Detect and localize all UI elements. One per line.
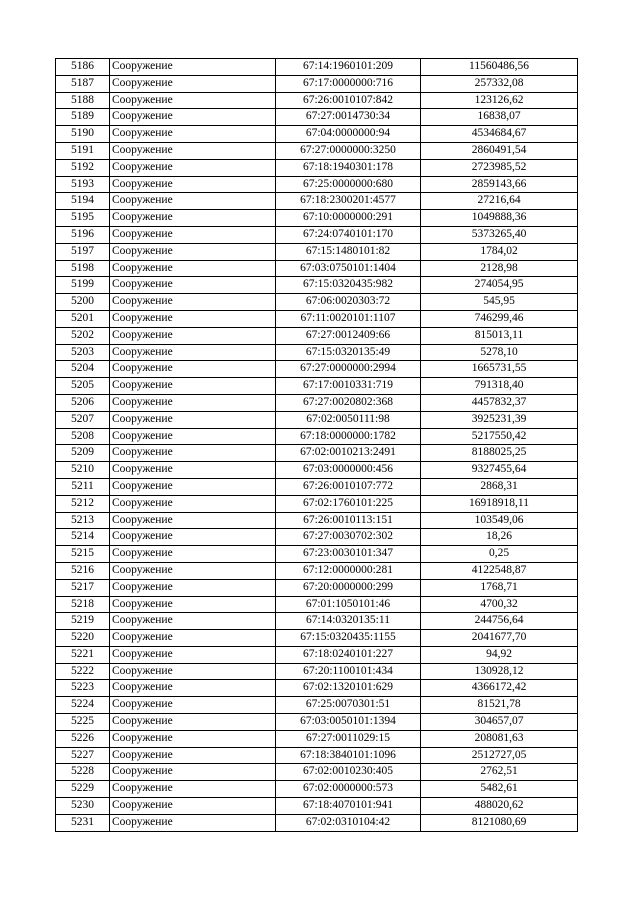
table-row bbox=[56, 226, 578, 243]
object-type-cell: Сооружение bbox=[110, 361, 276, 378]
cadastral-value-cell: 5373265,40 bbox=[421, 226, 578, 243]
object-type-cell: Сооружение bbox=[110, 378, 276, 395]
cadastral-value-cell: 18,26 bbox=[421, 529, 578, 546]
cadastral-value-cell: 244756,64 bbox=[421, 613, 578, 630]
object-type-cell: Сооружение bbox=[110, 142, 276, 159]
table-row bbox=[56, 562, 578, 579]
object-type-cell: Сооружение bbox=[110, 92, 276, 109]
row-number-cell: 5219 bbox=[56, 613, 110, 630]
row-number-cell: 5228 bbox=[56, 764, 110, 781]
table-row bbox=[56, 680, 578, 697]
row-number-cell: 5193 bbox=[56, 176, 110, 193]
cadastral-value-cell: 488020,62 bbox=[421, 798, 578, 815]
object-type-cell: Сооружение bbox=[110, 344, 276, 361]
row-number-cell: 5197 bbox=[56, 243, 110, 260]
cadastral-value-cell: 1768,71 bbox=[421, 579, 578, 596]
cadastral-number-cell: 67:01:1050101:46 bbox=[276, 596, 421, 613]
object-type-cell: Сооружение bbox=[110, 529, 276, 546]
cadastral-number-cell: 67:27:0000000:3250 bbox=[276, 142, 421, 159]
object-type-cell: Сооружение bbox=[110, 462, 276, 479]
object-type-cell: Сооружение bbox=[110, 327, 276, 344]
table-row bbox=[56, 596, 578, 613]
cadastral-value-cell: 1049888,36 bbox=[421, 210, 578, 227]
table-row bbox=[56, 730, 578, 747]
table-row bbox=[56, 378, 578, 395]
cadastral-number-cell: 67:04:0000000:94 bbox=[276, 126, 421, 143]
cadastral-number-cell: 67:27:0030702:302 bbox=[276, 529, 421, 546]
row-number-cell: 5200 bbox=[56, 294, 110, 311]
cadastral-number-cell: 67:15:1480101:82 bbox=[276, 243, 421, 260]
cadastral-number-cell: 67:24:0740101:170 bbox=[276, 226, 421, 243]
cadastral-value-cell: 545,95 bbox=[421, 294, 578, 311]
cadastral-number-cell: 67:25:0000000:680 bbox=[276, 176, 421, 193]
cadastral-value-cell: 16838,07 bbox=[421, 109, 578, 126]
cadastral-number-cell: 67:26:0010113:151 bbox=[276, 512, 421, 529]
cadastral-value-table bbox=[55, 58, 578, 832]
table-row bbox=[56, 344, 578, 361]
cadastral-number-cell: 67:14:1960101:209 bbox=[276, 59, 421, 76]
cadastral-number-cell: 67:03:0050101:1394 bbox=[276, 714, 421, 731]
object-type-cell: Сооружение bbox=[110, 226, 276, 243]
table-row bbox=[56, 781, 578, 798]
cadastral-number-cell: 67:06:0020303:72 bbox=[276, 294, 421, 311]
cadastral-number-cell: 67:26:0010107:772 bbox=[276, 478, 421, 495]
table-row bbox=[56, 630, 578, 647]
row-number-cell: 5191 bbox=[56, 142, 110, 159]
object-type-cell: Сооружение bbox=[110, 260, 276, 277]
cadastral-number-cell: 67:12:0000000:281 bbox=[276, 562, 421, 579]
cadastral-number-cell: 67:03:0000000:456 bbox=[276, 462, 421, 479]
cadastral-number-cell: 67:02:0050111:98 bbox=[276, 411, 421, 428]
row-number-cell: 5226 bbox=[56, 730, 110, 747]
table-row bbox=[56, 75, 578, 92]
table-row bbox=[56, 277, 578, 294]
object-type-cell: Сооружение bbox=[110, 159, 276, 176]
object-type-cell: Сооружение bbox=[110, 663, 276, 680]
cadastral-value-cell: 0,25 bbox=[421, 546, 578, 563]
cadastral-value-cell: 791318,40 bbox=[421, 378, 578, 395]
row-number-cell: 5220 bbox=[56, 630, 110, 647]
table-row bbox=[56, 176, 578, 193]
object-type-cell: Сооружение bbox=[110, 764, 276, 781]
row-number-cell: 5211 bbox=[56, 478, 110, 495]
object-type-cell: Сооружение bbox=[110, 613, 276, 630]
cadastral-value-cell: 16918918,11 bbox=[421, 495, 578, 512]
cadastral-number-cell: 67:18:0000000:1782 bbox=[276, 428, 421, 445]
cadastral-value-cell: 815013,11 bbox=[421, 327, 578, 344]
table-row bbox=[56, 529, 578, 546]
cadastral-number-cell: 67:15:0320435:1155 bbox=[276, 630, 421, 647]
cadastral-value-cell: 123126,62 bbox=[421, 92, 578, 109]
cadastral-number-cell: 67:18:2300201:4577 bbox=[276, 193, 421, 210]
table-body bbox=[56, 59, 578, 832]
table-row bbox=[56, 462, 578, 479]
object-type-cell: Сооружение bbox=[110, 646, 276, 663]
cadastral-value-cell: 1665731,55 bbox=[421, 361, 578, 378]
object-type-cell: Сооружение bbox=[110, 478, 276, 495]
object-type-cell: Сооружение bbox=[110, 546, 276, 563]
object-type-cell: Сооружение bbox=[110, 680, 276, 697]
object-type-cell: Сооружение bbox=[110, 411, 276, 428]
object-type-cell: Сооружение bbox=[110, 814, 276, 831]
cadastral-number-cell: 67:25:0070301:51 bbox=[276, 697, 421, 714]
row-number-cell: 5199 bbox=[56, 277, 110, 294]
row-number-cell: 5225 bbox=[56, 714, 110, 731]
cadastral-value-cell: 8188025,25 bbox=[421, 445, 578, 462]
object-type-cell: Сооружение bbox=[110, 126, 276, 143]
table-row bbox=[56, 714, 578, 731]
cadastral-value-cell: 4700,32 bbox=[421, 596, 578, 613]
cadastral-number-cell: 67:27:0014730:34 bbox=[276, 109, 421, 126]
cadastral-value-cell: 2860491,54 bbox=[421, 142, 578, 159]
cadastral-value-cell: 94,92 bbox=[421, 646, 578, 663]
object-type-cell: Сооружение bbox=[110, 310, 276, 327]
cadastral-value-cell: 5217550,42 bbox=[421, 428, 578, 445]
row-number-cell: 5204 bbox=[56, 361, 110, 378]
object-type-cell: Сооружение bbox=[110, 798, 276, 815]
row-number-cell: 5189 bbox=[56, 109, 110, 126]
row-number-cell: 5223 bbox=[56, 680, 110, 697]
cadastral-number-cell: 67:02:0310104:42 bbox=[276, 814, 421, 831]
row-number-cell: 5213 bbox=[56, 512, 110, 529]
cadastral-value-cell: 2859143,66 bbox=[421, 176, 578, 193]
table-row bbox=[56, 193, 578, 210]
table-row bbox=[56, 294, 578, 311]
cadastral-number-cell: 67:14:0320135:11 bbox=[276, 613, 421, 630]
row-number-cell: 5201 bbox=[56, 310, 110, 327]
cadastral-number-cell: 67:27:0011029:15 bbox=[276, 730, 421, 747]
table-row bbox=[56, 109, 578, 126]
object-type-cell: Сооружение bbox=[110, 512, 276, 529]
row-number-cell: 5207 bbox=[56, 411, 110, 428]
cadastral-number-cell: 67:02:1320101:629 bbox=[276, 680, 421, 697]
row-number-cell: 5208 bbox=[56, 428, 110, 445]
cadastral-value-cell: 4366172,42 bbox=[421, 680, 578, 697]
table-row bbox=[56, 243, 578, 260]
table-row bbox=[56, 59, 578, 76]
row-number-cell: 5227 bbox=[56, 747, 110, 764]
table-row bbox=[56, 798, 578, 815]
cadastral-number-cell: 67:02:0000000:573 bbox=[276, 781, 421, 798]
cadastral-value-cell: 8121080,69 bbox=[421, 814, 578, 831]
row-number-cell: 5188 bbox=[56, 92, 110, 109]
row-number-cell: 5221 bbox=[56, 646, 110, 663]
cadastral-value-cell: 81521,78 bbox=[421, 697, 578, 714]
table-row bbox=[56, 394, 578, 411]
cadastral-value-cell: 27216,64 bbox=[421, 193, 578, 210]
cadastral-number-cell: 67:20:1100101:434 bbox=[276, 663, 421, 680]
table-row bbox=[56, 478, 578, 495]
row-number-cell: 5229 bbox=[56, 781, 110, 798]
table-row bbox=[56, 92, 578, 109]
object-type-cell: Сооружение bbox=[110, 781, 276, 798]
cadastral-value-cell: 2512727,05 bbox=[421, 747, 578, 764]
cadastral-value-cell: 274054,95 bbox=[421, 277, 578, 294]
table-row bbox=[56, 814, 578, 831]
object-type-cell: Сооружение bbox=[110, 176, 276, 193]
row-number-cell: 5215 bbox=[56, 546, 110, 563]
cadastral-value-cell: 5482,61 bbox=[421, 781, 578, 798]
row-number-cell: 5210 bbox=[56, 462, 110, 479]
row-number-cell: 5192 bbox=[56, 159, 110, 176]
cadastral-value-cell: 2041677,70 bbox=[421, 630, 578, 647]
table-row bbox=[56, 260, 578, 277]
cadastral-value-cell: 11560486,56 bbox=[421, 59, 578, 76]
row-number-cell: 5206 bbox=[56, 394, 110, 411]
table-row bbox=[56, 579, 578, 596]
cadastral-value-cell: 3925231,39 bbox=[421, 411, 578, 428]
cadastral-number-cell: 67:11:0020101:1107 bbox=[276, 310, 421, 327]
object-type-cell: Сооружение bbox=[110, 495, 276, 512]
row-number-cell: 5205 bbox=[56, 378, 110, 395]
object-type-cell: Сооружение bbox=[110, 562, 276, 579]
cadastral-number-cell: 67:17:0000000:716 bbox=[276, 75, 421, 92]
object-type-cell: Сооружение bbox=[110, 109, 276, 126]
cadastral-value-cell: 304657,07 bbox=[421, 714, 578, 731]
cadastral-number-cell: 67:15:0320135:49 bbox=[276, 344, 421, 361]
cadastral-value-cell: 9327455,64 bbox=[421, 462, 578, 479]
row-number-cell: 5209 bbox=[56, 445, 110, 462]
cadastral-number-cell: 67:18:1940301:178 bbox=[276, 159, 421, 176]
cadastral-number-cell: 67:18:4070101:941 bbox=[276, 798, 421, 815]
row-number-cell: 5224 bbox=[56, 697, 110, 714]
cadastral-value-cell: 257332,08 bbox=[421, 75, 578, 92]
object-type-cell: Сооружение bbox=[110, 579, 276, 596]
cadastral-number-cell: 67:17:0010331:719 bbox=[276, 378, 421, 395]
cadastral-value-cell: 4122548,87 bbox=[421, 562, 578, 579]
table-row bbox=[56, 361, 578, 378]
object-type-cell: Сооружение bbox=[110, 210, 276, 227]
cadastral-number-cell: 67:02:0010213:2491 bbox=[276, 445, 421, 462]
row-number-cell: 5230 bbox=[56, 798, 110, 815]
table-row bbox=[56, 495, 578, 512]
cadastral-number-cell: 67:27:0012409:66 bbox=[276, 327, 421, 344]
cadastral-value-cell: 2762,51 bbox=[421, 764, 578, 781]
cadastral-number-cell: 67:15:0320435:982 bbox=[276, 277, 421, 294]
row-number-cell: 5218 bbox=[56, 596, 110, 613]
cadastral-number-cell: 67:02:1760101:225 bbox=[276, 495, 421, 512]
row-number-cell: 5194 bbox=[56, 193, 110, 210]
table-row bbox=[56, 747, 578, 764]
cadastral-number-cell: 67:02:0010230:405 bbox=[276, 764, 421, 781]
row-number-cell: 5187 bbox=[56, 75, 110, 92]
cadastral-value-cell: 2723985,52 bbox=[421, 159, 578, 176]
table-row bbox=[56, 142, 578, 159]
cadastral-value-cell: 1784,02 bbox=[421, 243, 578, 260]
object-type-cell: Сооружение bbox=[110, 75, 276, 92]
cadastral-value-cell: 208081,63 bbox=[421, 730, 578, 747]
table-row bbox=[56, 613, 578, 630]
object-type-cell: Сооружение bbox=[110, 747, 276, 764]
cadastral-value-cell: 5278,10 bbox=[421, 344, 578, 361]
table-row bbox=[56, 428, 578, 445]
row-number-cell: 5202 bbox=[56, 327, 110, 344]
cadastral-value-cell: 130928,12 bbox=[421, 663, 578, 680]
cadastral-value-cell: 2868,31 bbox=[421, 478, 578, 495]
table-row bbox=[56, 411, 578, 428]
cadastral-number-cell: 67:23:0030101:347 bbox=[276, 546, 421, 563]
table-row bbox=[56, 697, 578, 714]
cadastral-number-cell: 67:18:3840101:1096 bbox=[276, 747, 421, 764]
row-number-cell: 5198 bbox=[56, 260, 110, 277]
table-row bbox=[56, 327, 578, 344]
object-type-cell: Сооружение bbox=[110, 730, 276, 747]
cadastral-number-cell: 67:03:0750101:1404 bbox=[276, 260, 421, 277]
table-row bbox=[56, 764, 578, 781]
cadastral-number-cell: 67:27:0000000:2994 bbox=[276, 361, 421, 378]
object-type-cell: Сооружение bbox=[110, 714, 276, 731]
cadastral-value-cell: 103549,06 bbox=[421, 512, 578, 529]
table-row bbox=[56, 546, 578, 563]
cadastral-number-cell: 67:26:0010107:842 bbox=[276, 92, 421, 109]
table-row bbox=[56, 445, 578, 462]
object-type-cell: Сооружение bbox=[110, 59, 276, 76]
cadastral-number-cell: 67:18:0240101:227 bbox=[276, 646, 421, 663]
cadastral-value-cell: 2128,98 bbox=[421, 260, 578, 277]
row-number-cell: 5186 bbox=[56, 59, 110, 76]
object-type-cell: Сооружение bbox=[110, 445, 276, 462]
object-type-cell: Сооружение bbox=[110, 294, 276, 311]
object-type-cell: Сооружение bbox=[110, 394, 276, 411]
table-row bbox=[56, 512, 578, 529]
object-type-cell: Сооружение bbox=[110, 596, 276, 613]
object-type-cell: Сооружение bbox=[110, 428, 276, 445]
row-number-cell: 5212 bbox=[56, 495, 110, 512]
table-row bbox=[56, 310, 578, 327]
table-row bbox=[56, 159, 578, 176]
object-type-cell: Сооружение bbox=[110, 630, 276, 647]
table-row bbox=[56, 646, 578, 663]
object-type-cell: Сооружение bbox=[110, 697, 276, 714]
row-number-cell: 5214 bbox=[56, 529, 110, 546]
row-number-cell: 5222 bbox=[56, 663, 110, 680]
row-number-cell: 5195 bbox=[56, 210, 110, 227]
cadastral-number-cell: 67:27:0020802:368 bbox=[276, 394, 421, 411]
object-type-cell: Сооружение bbox=[110, 243, 276, 260]
cadastral-number-cell: 67:20:0000000:299 bbox=[276, 579, 421, 596]
row-number-cell: 5190 bbox=[56, 126, 110, 143]
row-number-cell: 5217 bbox=[56, 579, 110, 596]
row-number-cell: 5203 bbox=[56, 344, 110, 361]
row-number-cell: 5216 bbox=[56, 562, 110, 579]
cadastral-value-cell: 4534684,67 bbox=[421, 126, 578, 143]
object-type-cell: Сооружение bbox=[110, 277, 276, 294]
row-number-cell: 5231 bbox=[56, 814, 110, 831]
cadastral-value-cell: 746299,46 bbox=[421, 310, 578, 327]
cadastral-number-cell: 67:10:0000000:291 bbox=[276, 210, 421, 227]
table-row bbox=[56, 126, 578, 143]
row-number-cell: 5196 bbox=[56, 226, 110, 243]
table-row bbox=[56, 210, 578, 227]
cadastral-value-cell: 4457832,37 bbox=[421, 394, 578, 411]
object-type-cell: Сооружение bbox=[110, 193, 276, 210]
table-row bbox=[56, 663, 578, 680]
